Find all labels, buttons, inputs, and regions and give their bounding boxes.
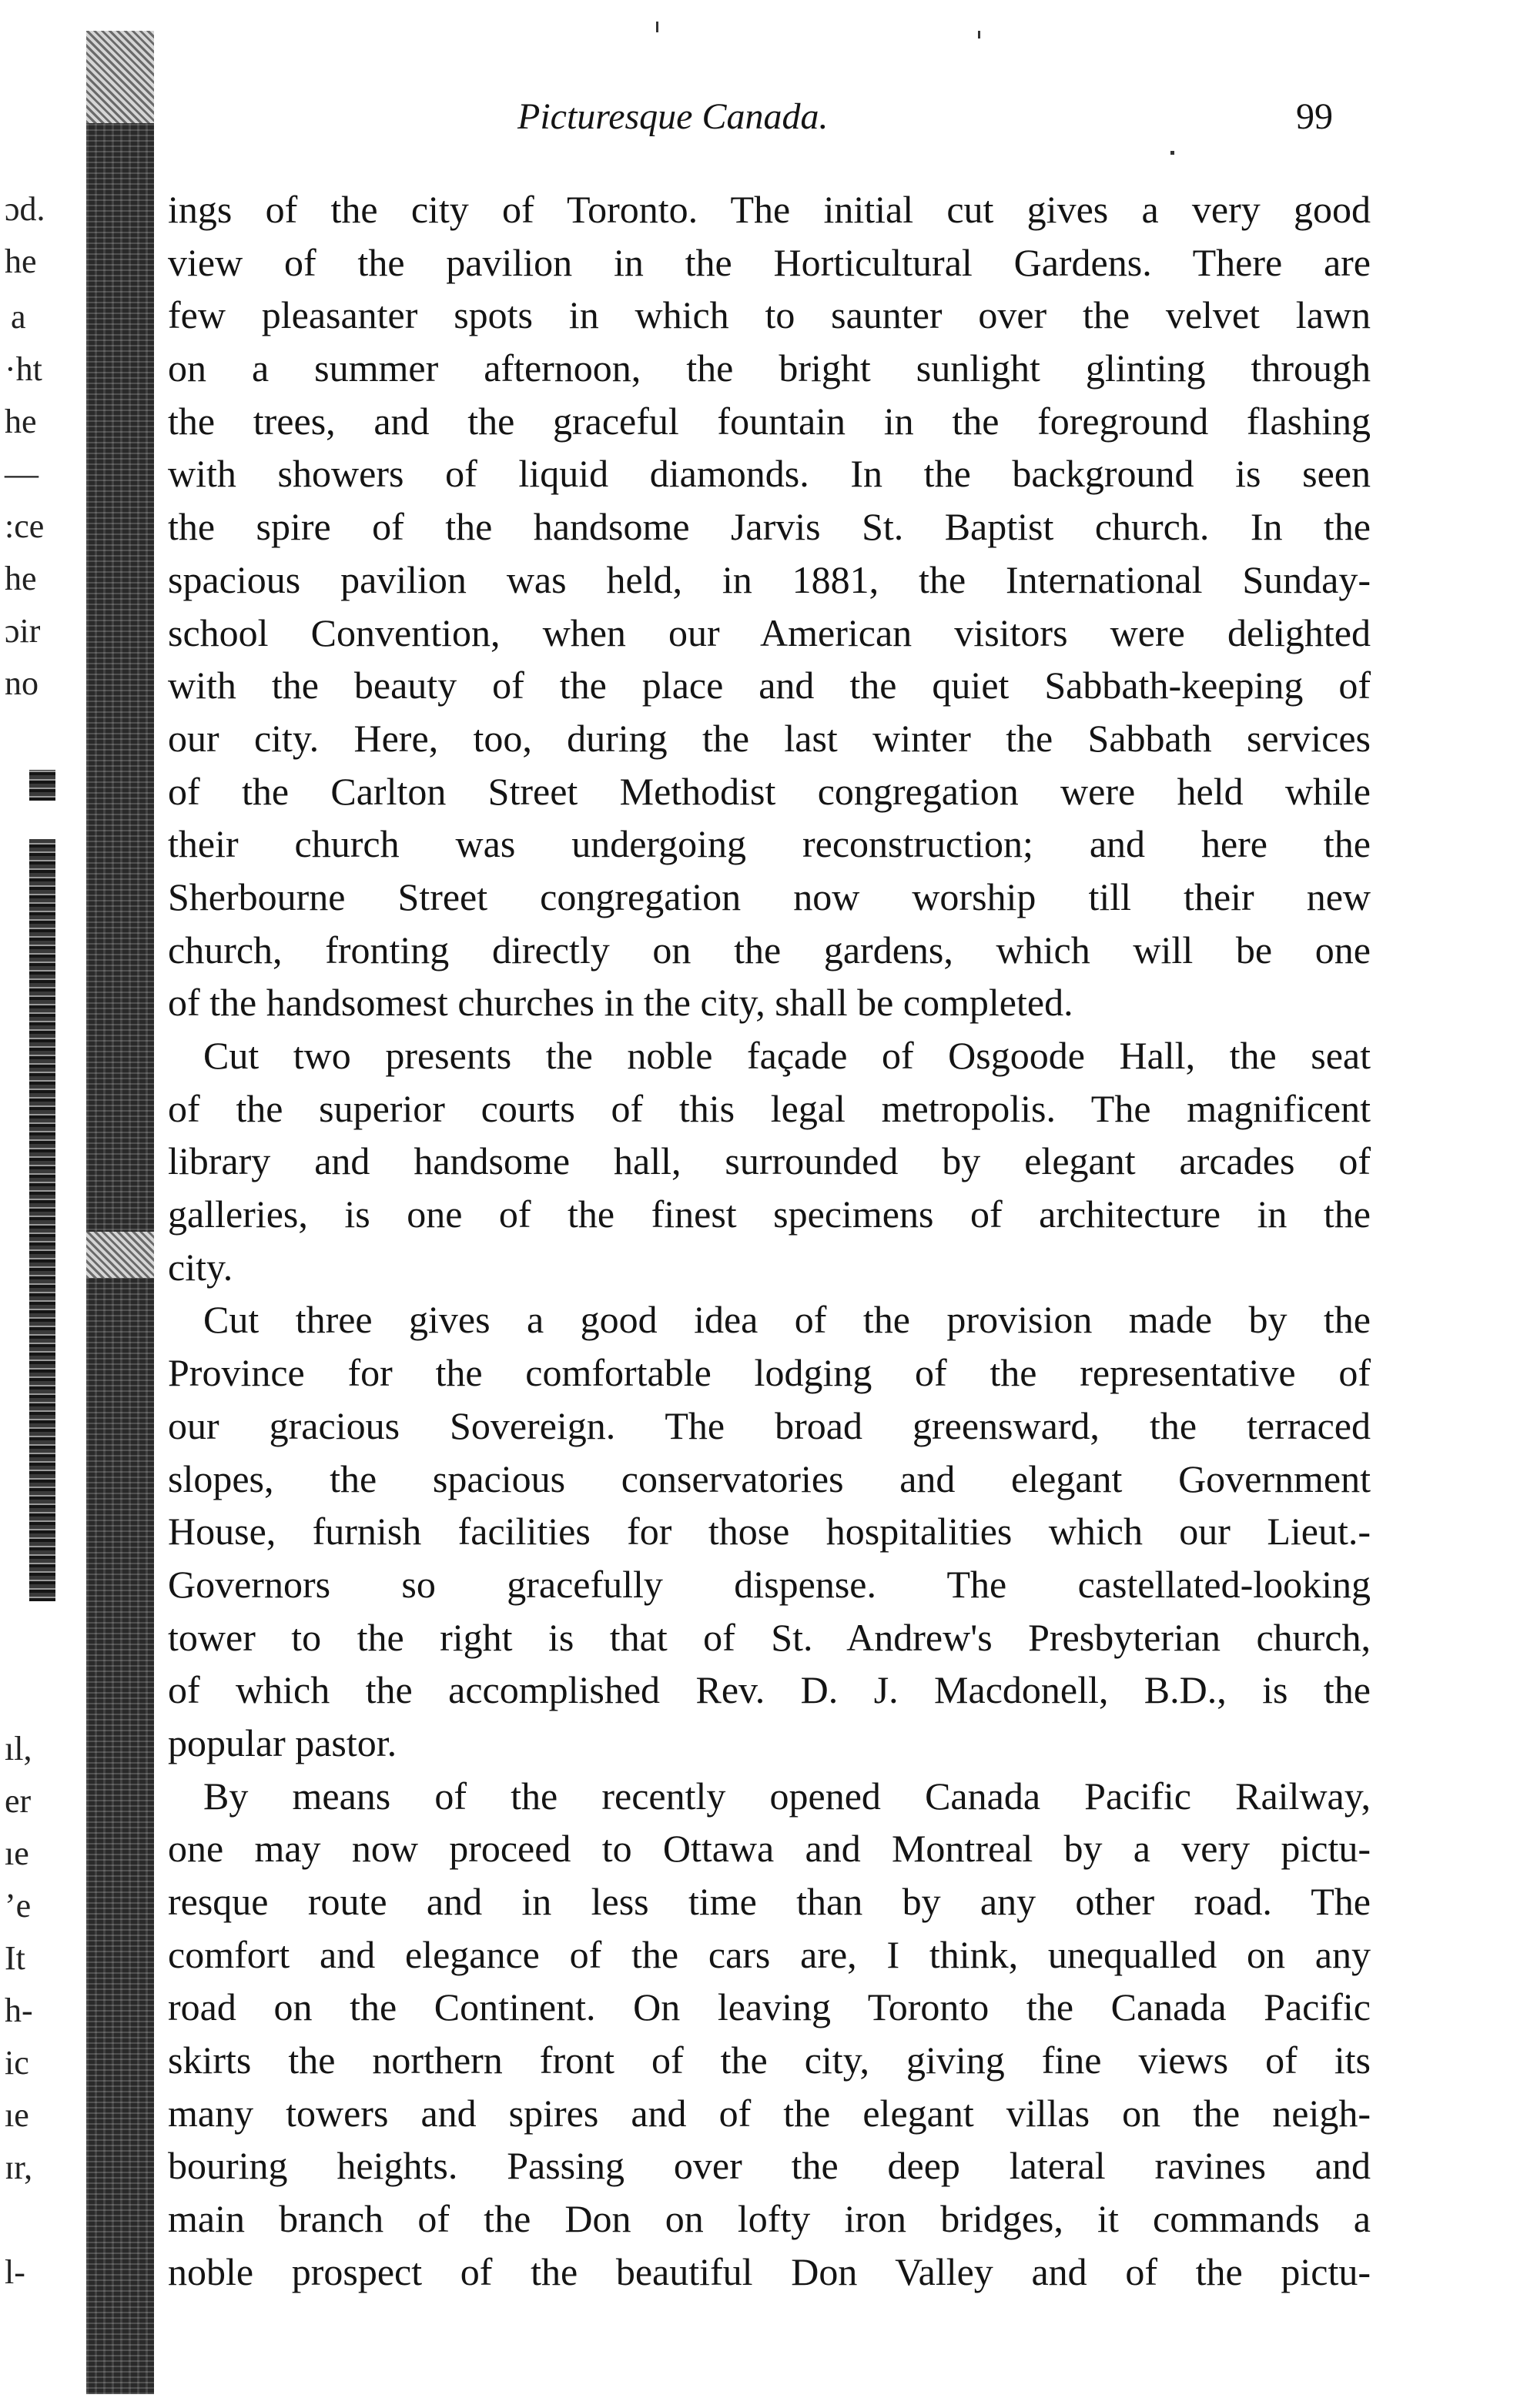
margin-word: h- bbox=[5, 1992, 33, 2029]
text-line: resque route and in less time than by any other road. The bbox=[168, 1880, 1371, 1923]
text-line: House, furnish facilities for those hospitalities which our Lieut.- bbox=[168, 1510, 1371, 1553]
text-line: many towers and spires and of the elegant villas on the neigh- bbox=[168, 2091, 1371, 2135]
text-line: of the superior courts of this legal metropolis. The magnificent bbox=[168, 1086, 1371, 1130]
margin-word: ɪr, bbox=[5, 2149, 33, 2186]
margin-word: no bbox=[5, 664, 39, 702]
text-line: slopes, the spacious conservatories and elegant Government bbox=[168, 1457, 1371, 1500]
text-line: few pleasanter spots in which to saunter over the velvet lawn bbox=[168, 293, 1371, 337]
margin-word: :ce bbox=[5, 507, 45, 545]
text-line: main branch of the Don on lofty iron bridges, it commands a bbox=[168, 2197, 1371, 2241]
page-number: 99 bbox=[1296, 96, 1333, 137]
text-line: noble prospect of the beautiful Don Valley and of the pictu- bbox=[168, 2249, 1371, 2293]
text-line: skirts the northern front of the city, giving fine views of its bbox=[168, 2038, 1371, 2082]
margin-word: ıe bbox=[5, 2096, 29, 2134]
margin-word: ·ht bbox=[5, 350, 42, 388]
binding-gutter bbox=[86, 31, 154, 2394]
scan-speck bbox=[1170, 151, 1174, 155]
body-text bbox=[168, 183, 1371, 2299]
text-line: our city. Here, too, during the last winter the Sabbath services bbox=[168, 716, 1371, 760]
margin-word: ic bbox=[5, 2044, 29, 2082]
text-line: popular pastor. bbox=[168, 1721, 397, 1764]
margin-dark-mark bbox=[29, 770, 55, 801]
gutter-light-patch bbox=[86, 1232, 154, 1278]
text-line: view of the pavilion in the Horticultural Gardens. There are bbox=[168, 240, 1371, 284]
text-line: Province for the comfortable lodging of the representative of bbox=[168, 1351, 1371, 1395]
margin-word: a bbox=[11, 298, 26, 336]
text-line: of the Carlton Street Methodist congregation were held while bbox=[168, 769, 1371, 813]
margin-word: he bbox=[5, 403, 37, 440]
margin-word: he bbox=[5, 242, 37, 280]
text-line: Governors so gracefully dispense. The castellated-looking bbox=[168, 1562, 1371, 1606]
text-line: the trees, and the graceful fountain in the foreground flashing bbox=[168, 399, 1371, 443]
text-line: road on the Continent. On leaving Toronto the Canada Pacific bbox=[168, 1985, 1371, 2029]
text-line: church, fronting directly on the gardens, which will be one bbox=[168, 928, 1371, 972]
text-line: galleries, is one of the finest specimens of architecture in the bbox=[168, 1192, 1371, 1236]
text-line: Sherbourne Street congregation now worship till their new bbox=[168, 875, 1371, 918]
text-line: library and handsome hall, surrounded by elegant arcades of bbox=[168, 1139, 1371, 1183]
text-line: ings of the city of Toronto. The initial cut gives a very good bbox=[168, 188, 1371, 231]
text-line: By means of the recently opened Canada Pacific Railway, bbox=[203, 1774, 1371, 1818]
margin-dark-strip bbox=[29, 839, 55, 1601]
text-line: their church was undergoing reconstruction; and here the bbox=[168, 822, 1371, 866]
running-title: Picturesque Canada. bbox=[517, 96, 829, 137]
margin-word: — bbox=[5, 455, 39, 493]
text-line: the spire of the handsome Jarvis St. Baptist church. In the bbox=[168, 505, 1371, 549]
text-line: spacious pavilion was held, in 1881, the International Sunday- bbox=[168, 557, 1371, 601]
margin-word: ıl, bbox=[5, 1730, 32, 1768]
margin-word: ɔd. bbox=[5, 190, 45, 228]
text-line: with the beauty of the place and the quiet Sabbath-keeping of bbox=[168, 664, 1371, 707]
margin-word: It bbox=[5, 1939, 25, 1977]
page-header bbox=[169, 94, 1371, 148]
margin-word: er bbox=[5, 1782, 32, 1820]
text-line: school Convention, when our American visitors were delighted bbox=[168, 610, 1371, 654]
scan-speck bbox=[656, 22, 658, 32]
text-line: with showers of liquid diamonds. In the background is seen bbox=[168, 452, 1371, 496]
text-line: of which the accomplished Rev. D. J. Macdonell, B.D., is the bbox=[168, 1668, 1371, 1712]
text-line: city. bbox=[168, 1245, 233, 1289]
text-line: our gracious Sovereign. The broad greensward, the terraced bbox=[168, 1403, 1371, 1447]
text-line: comfort and elegance of the cars are, I think, unequalled on any bbox=[168, 1932, 1371, 1976]
text-line: tower to the right is that of St. Andrew's Presbyterian church, bbox=[168, 1615, 1371, 1659]
text-line: Cut three gives a good idea of the provision made by the bbox=[203, 1298, 1371, 1342]
text-line: Cut two presents the noble façade of Osgoode Hall, the seat bbox=[203, 1034, 1371, 1077]
margin-word: ʼe bbox=[5, 1887, 32, 1925]
margin-word: ıe bbox=[5, 1834, 29, 1872]
margin-word: l- bbox=[5, 2253, 25, 2291]
text-line: one may now proceed to Ottawa and Montreal by a very pictu- bbox=[168, 1827, 1371, 1871]
text-line: bouring heights. Passing over the deep lateral ravines and bbox=[168, 2144, 1371, 2188]
left-margin-fragments bbox=[0, 0, 85, 2408]
text-line: of the handsomest churches in the city, shall be completed. bbox=[168, 981, 1073, 1025]
gutter-light-patch bbox=[86, 31, 154, 123]
margin-word: he bbox=[5, 560, 37, 597]
text-line: on a summer afternoon, the bright sunlight glinting through bbox=[168, 346, 1371, 390]
margin-word: ɔir bbox=[5, 612, 41, 650]
scan-speck bbox=[978, 31, 980, 38]
